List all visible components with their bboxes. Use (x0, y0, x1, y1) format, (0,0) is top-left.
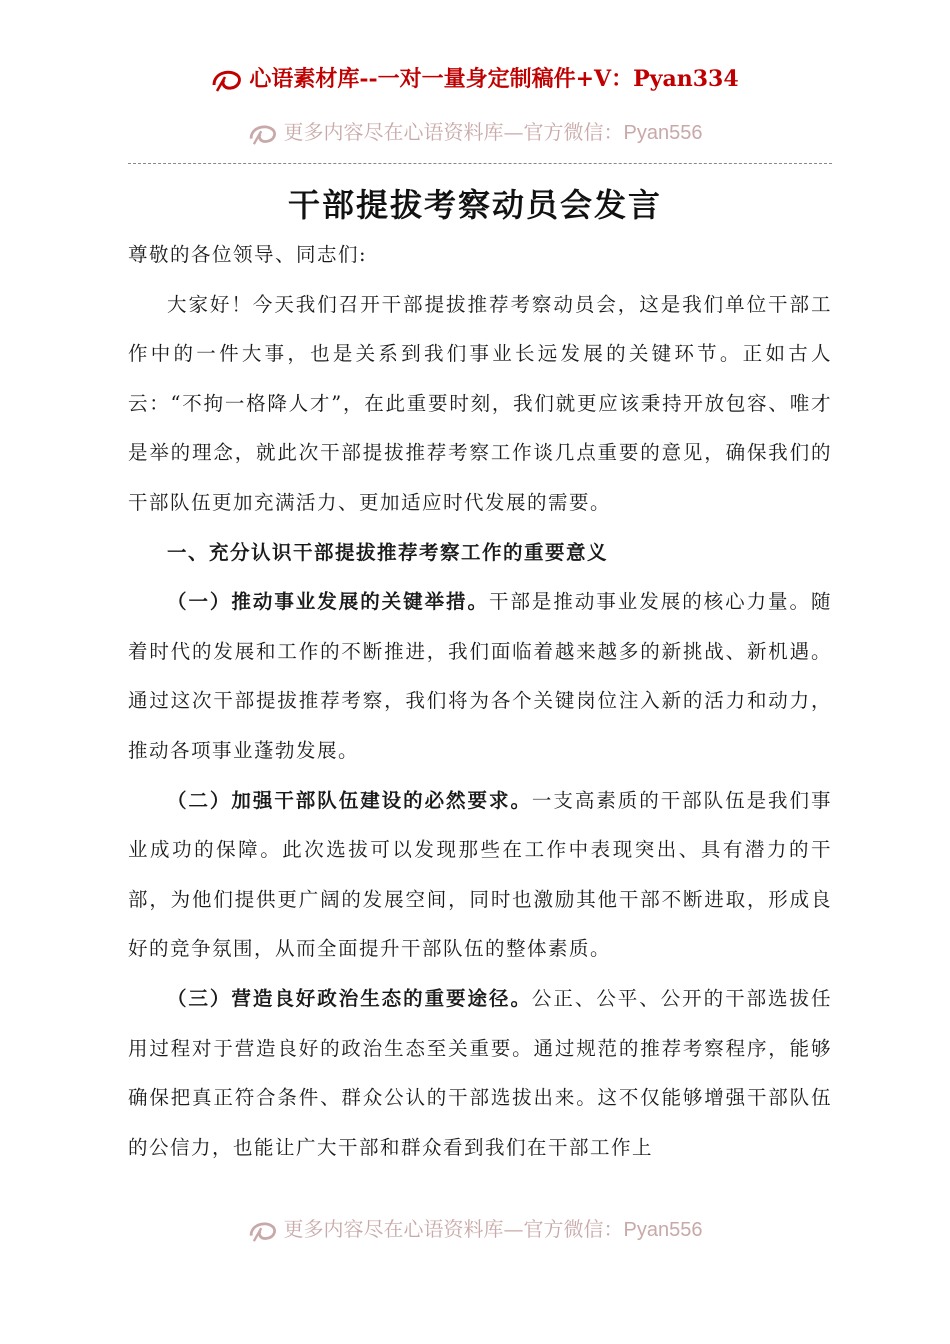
logo-icon (248, 122, 280, 146)
footer-text: 更多内容尽在心语资料库—官方微信： (283, 1217, 624, 1241)
header-brand-text: 心语素材库--一对一量身定制稿件+V：Pyan334 (249, 66, 739, 92)
logo-icon (248, 1219, 280, 1243)
point-lead: （一）推动事业发展的关键举措。 (167, 590, 489, 614)
point-paragraph (128, 577, 832, 775)
header-divider (128, 163, 832, 164)
point-paragraph (128, 974, 832, 1172)
footer-watermark (0, 1213, 950, 1243)
intro-paragraph: 大家好！今天我们召开干部提拔推荐考察动员会，这是我们单位干部工作中的一件大事，也是关系到我们事业长远发展的关键环节。正如古人云：“不拘一格降人才”，在此重要时刻，我们就更应该秉持开放包容、唯才是举的理念，就此次干部提拔推荐考察工作谈几点重要的意见，确保我们的干部队伍更加充满活力、更加适应时代发展的需要。 (128, 292, 832, 514)
header-watermark-id: Pyan556 (623, 122, 703, 144)
point-lead: （二）加强干部队伍建设的必然要求。 (167, 788, 532, 812)
point-lead: （三）营造良好政治生态的重要途径。 (167, 986, 532, 1010)
point-body: 干部是推动事业发展的核心力量。随着时代的发展和工作的不断推进，我们面临着越来越多的新挑战、新机遇。通过这次干部提拔推荐考察，我们将为各个关键岗位注入新的活力和动力，推动各项事业蓬勃发展。 (128, 590, 832, 762)
header-watermark-line (0, 116, 950, 146)
logo-icon (211, 67, 245, 93)
section-heading: 一、充分认识干部提拔推荐考察工作的重要意义 (167, 540, 609, 564)
salutation: 尊敬的各位领导、同志们: (128, 243, 368, 266)
footer-id: Pyan556 (623, 1219, 703, 1241)
page-title: 干部提拔考察动员会发言 (287, 186, 662, 224)
point-body: 一支高素质的干部队伍是我们事业成功的保障。此次选拔可以发现那些在工作中表现突出、具有潜力的干部，为他们提供更广阔的发展空间，同时也激励其他干部不断进取，形成良好的竞争氛围，从而全面提升干部队伍的整体素质。 (128, 788, 832, 961)
point-body: 公正、公平、公开的干部选拔任用过程对于营造良好的政治生态至关重要。通过规范的推荐考察程序，能够确保把真正符合条件、群众公认的干部选拔出来。这不仅能够增强干部队伍的公信力，也能让广大干部和群众看到我们在干部工作上 (128, 986, 832, 1159)
point-paragraph (128, 776, 832, 974)
header-watermark-text: 更多内容尽在心语资料库—官方微信： (283, 120, 624, 144)
header-brand-line (0, 62, 950, 93)
document-body (128, 230, 832, 1172)
